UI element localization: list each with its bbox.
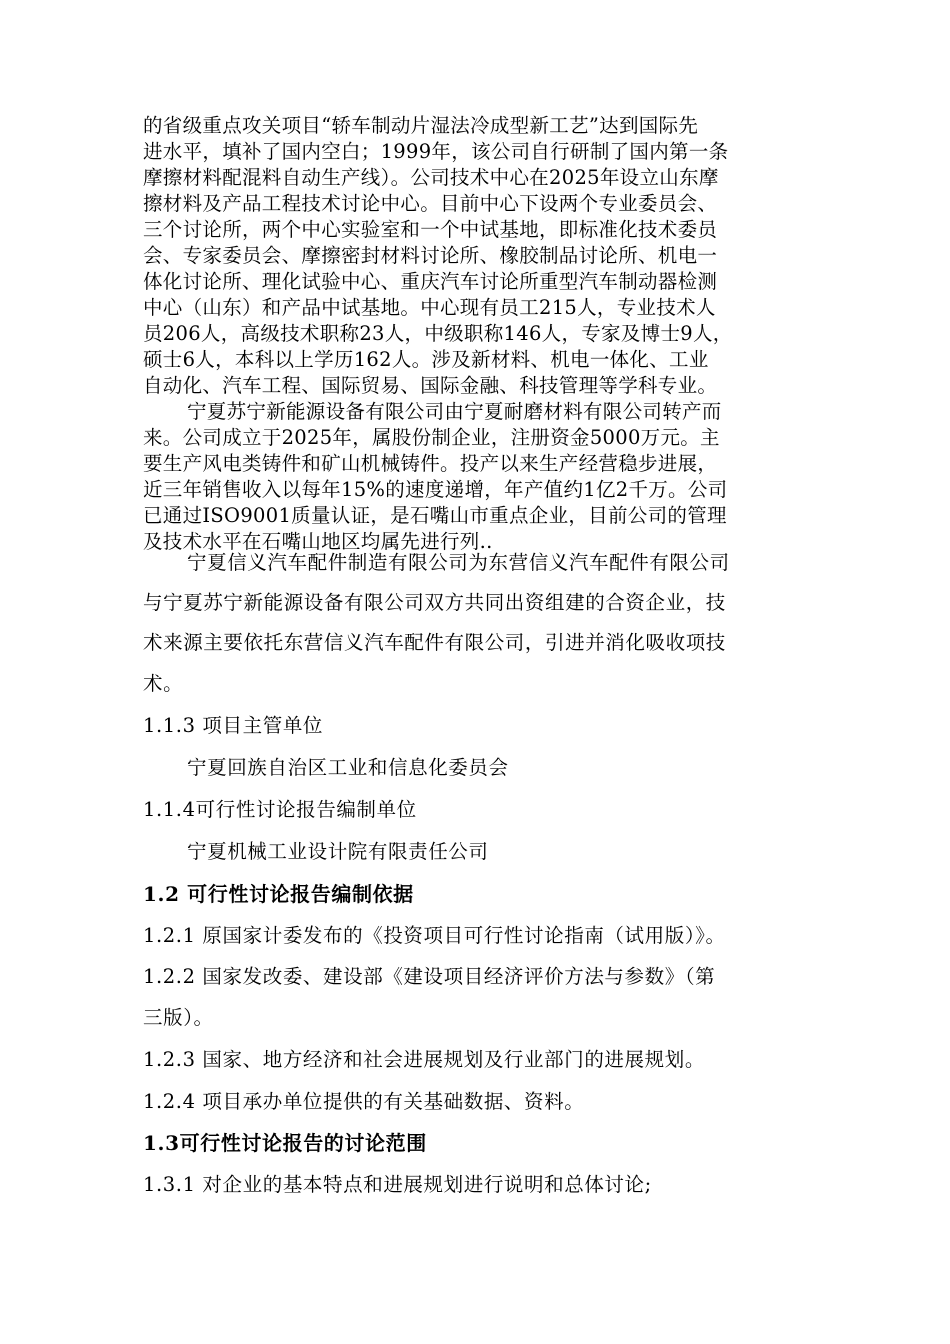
section-1-1-3-body: 宁夏回族自治区工业和信息化委员会: [187, 756, 509, 779]
para3-line: 与宁夏苏宁新能源设备有限公司双方共同出资组建的合资企业，技: [143, 591, 726, 614]
para1-line: 自动化、汽车工程、国际贸易、国际金融、科技管理等学科专业。: [143, 374, 718, 397]
para1-line: 体化讨论所、理化试验中心、重庆汽车讨论所重型汽车制动器检测: [143, 270, 718, 293]
para1-line: 的省级重点攻关项目“轿车制动片湿法冷成型新工艺”达到国际先: [143, 114, 699, 137]
para2-line: 要生产风电类铸件和矿山机械铸件。投产以来生产经营稳步进展，: [143, 452, 718, 475]
item-1-2-2: 1.2.2 国家发改委、建设部《建设项目经济评价方法与参数》（第: [143, 965, 716, 988]
para1-line: 三个讨论所，两个中心实验室和一个中试基地，即标准化技术委员: [143, 218, 718, 241]
item-1-2-1: 1.2.1 原国家计委发布的《投资项目可行性讨论指南（试用版）》。: [143, 924, 726, 947]
para3-line: 宁夏信义汽车配件制造有限公司为东营信义汽车配件有限公司: [187, 551, 730, 574]
para1-line: 中心（山东）和产品中试基地。中心现有员工215人，专业技术人: [143, 296, 716, 319]
para3-line: 术。: [143, 672, 184, 695]
item-1-2-4: 1.2.4 项目承办单位提供的有关基础数据、资料。: [143, 1090, 585, 1113]
para1-line: 摩擦材料配混料自动生产线）。公司技术中心在2025年设立山东摩: [143, 166, 719, 189]
item-1-2-2-cont: 三版）。: [143, 1006, 214, 1029]
para1-line: 进水平，填补了国内空白；1999年，该公司自行研制了国内第一条: [143, 140, 729, 163]
section-1-1-4-body: 宁夏机械工业设计院有限责任公司: [187, 840, 489, 863]
para1-line: 擦材料及产品工程技术讨论中心。目前中心下设两个专业委员会、: [143, 192, 718, 215]
para2-line: 宁夏苏宁新能源设备有限公司由宁夏耐磨材料有限公司转产而: [187, 400, 722, 423]
para2-line: 及技术水平在石嘴山地区均属先进行列..: [143, 530, 493, 553]
section-1-1-4-title: 1.1.4可行性讨论报告编制单位: [143, 798, 417, 821]
para2-line: 来。公司成立于2025年，属股份制企业，注册资金5000万元。主: [143, 426, 720, 449]
item-1-2-3: 1.2.3 国家、地方经济和社会进展规划及行业部门的进展规划。: [143, 1048, 705, 1071]
para2-line: 近三年销售收入以每年15%的速度递增，年产值约1亿2千万。公司: [143, 478, 728, 501]
para2-line: 已通过ISO9001质量认证，是石嘴山市重点企业，目前公司的管理: [143, 504, 727, 527]
heading-1-2: 1.2 可行性讨论报告编制依据: [143, 882, 414, 906]
para1-line: 员206人，高级技术职称23人，中级职称146人，专家及博士9人，: [143, 322, 733, 345]
section-1-1-3-title: 1.1.3 项目主管单位: [143, 714, 324, 737]
para3-line: 术来源主要依托东营信义汽车配件有限公司，引进并消化吸收项技: [143, 631, 726, 654]
para1-line: 会、专家委员会、摩擦密封材料讨论所、橡胶制品讨论所、机电一: [143, 244, 718, 267]
heading-1-3: 1.3可行性讨论报告的讨论范围: [143, 1131, 427, 1155]
para1-line: 硕士6人，本科以上学历162人。涉及新材料、机电一体化、工业: [143, 348, 709, 371]
item-1-3-1: 1.3.1 对企业的基本特点和进展规划进行说明和总体讨论;: [143, 1173, 652, 1196]
